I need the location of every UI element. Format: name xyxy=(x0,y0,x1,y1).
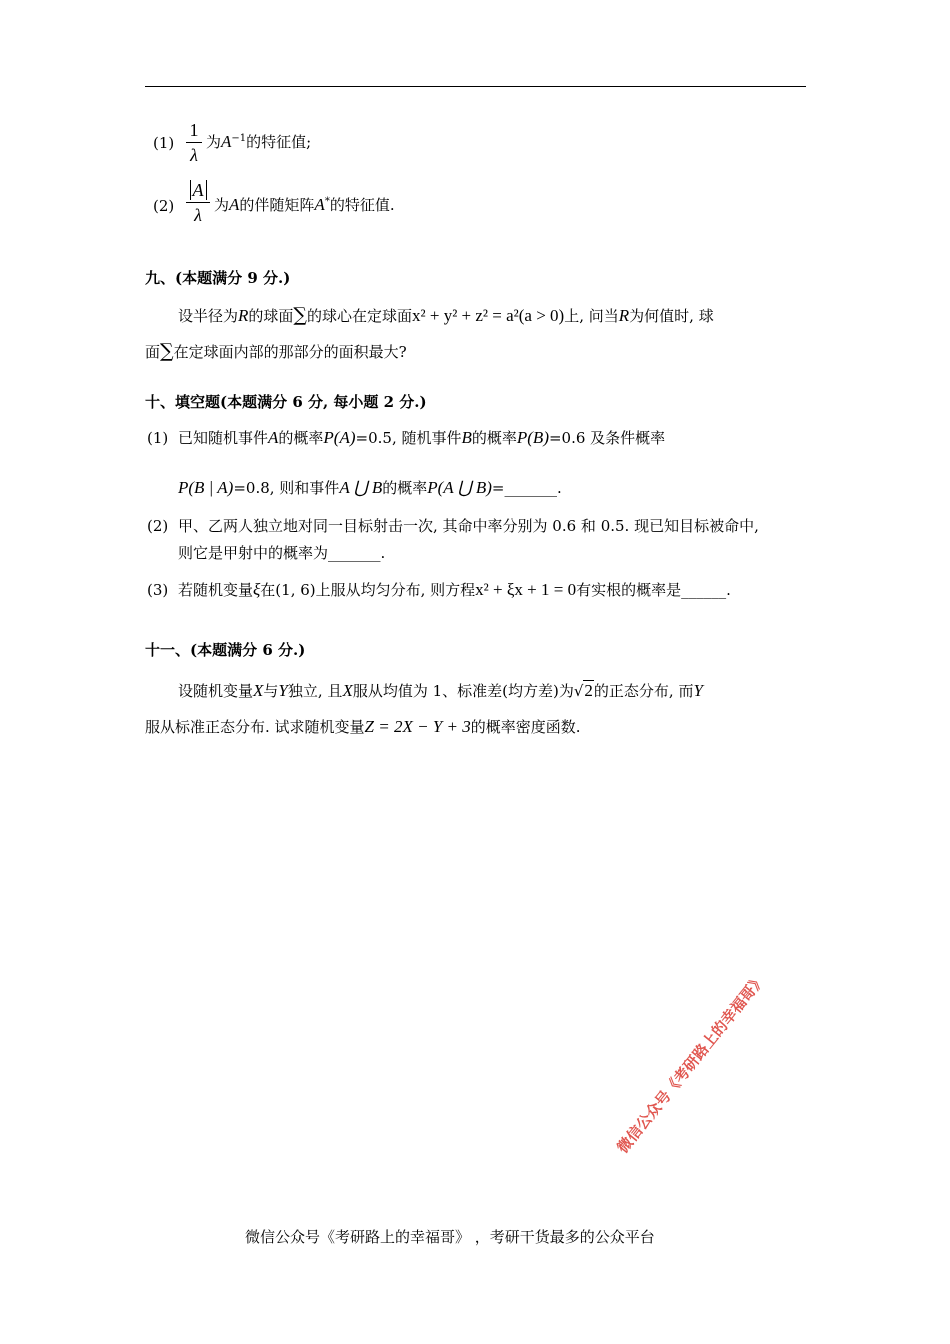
q10-p2-line2: 则它是甲射中的概率为_______. xyxy=(178,544,386,562)
q8-item2-text: 为A的伴随矩阵A*的特征值. xyxy=(214,195,395,214)
q10-p3-text: 若随机变量ξ在(1, 6)上服从均匀分布, 则方程x² + ξx + 1 = 0有实根的概率是______. xyxy=(178,580,731,599)
sqrt-symbol: √2 xyxy=(573,681,593,700)
q8-item1-label: (1) xyxy=(153,134,175,152)
q11-line1: 设随机变量X与Y独立, 且X服从均值为 1、标准差(均方差)为√2的正态分布, 而Y xyxy=(178,681,703,700)
watermark-stamp: 微信公众号《考研路上的幸福哥》 xyxy=(613,970,770,1157)
page-footer: 微信公众号《考研路上的幸福哥》 ，考研干货最多的公众平台 xyxy=(245,1228,655,1246)
q10-p1-label: (1) xyxy=(147,429,169,447)
q8-item2-fraction: A λ xyxy=(186,180,210,225)
q10-p1-line1: 已知随机事件A的概率P(A)=0.5, 随机事件B的概率P(B)=0.6 及条件概率 xyxy=(178,428,666,447)
q10-p2-label: (2) xyxy=(147,517,169,535)
q11-heading: 十一、(本题满分 6 分.) xyxy=(145,641,306,659)
header-rule xyxy=(145,86,806,87)
q10-p3-label: (3) xyxy=(147,581,169,599)
q9-line2: 面∑在定球面内部的那部分的面积最大? xyxy=(145,340,407,362)
q8-item2-label: (2) xyxy=(153,197,175,215)
q9-line1: 设半径为R的球面∑的球心在定球面x² + y² + z² = a²(a > 0)上, 问当R为何值时, 球 xyxy=(178,304,714,326)
q8-item1-fraction: 1 λ xyxy=(186,120,202,165)
q8-item1-text: 为$A^{-1}$的特征值; xyxy=(206,132,312,151)
q10-p1-line2: P(B | A)=0.8, 则和事件A ⋃ B的概率P(A ⋃ B)=_______. xyxy=(178,478,562,497)
q9-heading: 九、(本题满分 9 分.) xyxy=(145,269,291,287)
q10-heading: 十、填空题(本题满分 6 分, 每小题 2 分.) xyxy=(145,393,427,411)
q11-line2: 服从标准正态分布. 试求随机变量Z = 2X − Y + 3的概率密度函数. xyxy=(145,717,581,736)
q10-p2-line1: 甲、乙两人独立地对同一目标射击一次, 其命中率分别为 0.6 和 0.5. 现已知目标被命中, xyxy=(178,517,759,535)
